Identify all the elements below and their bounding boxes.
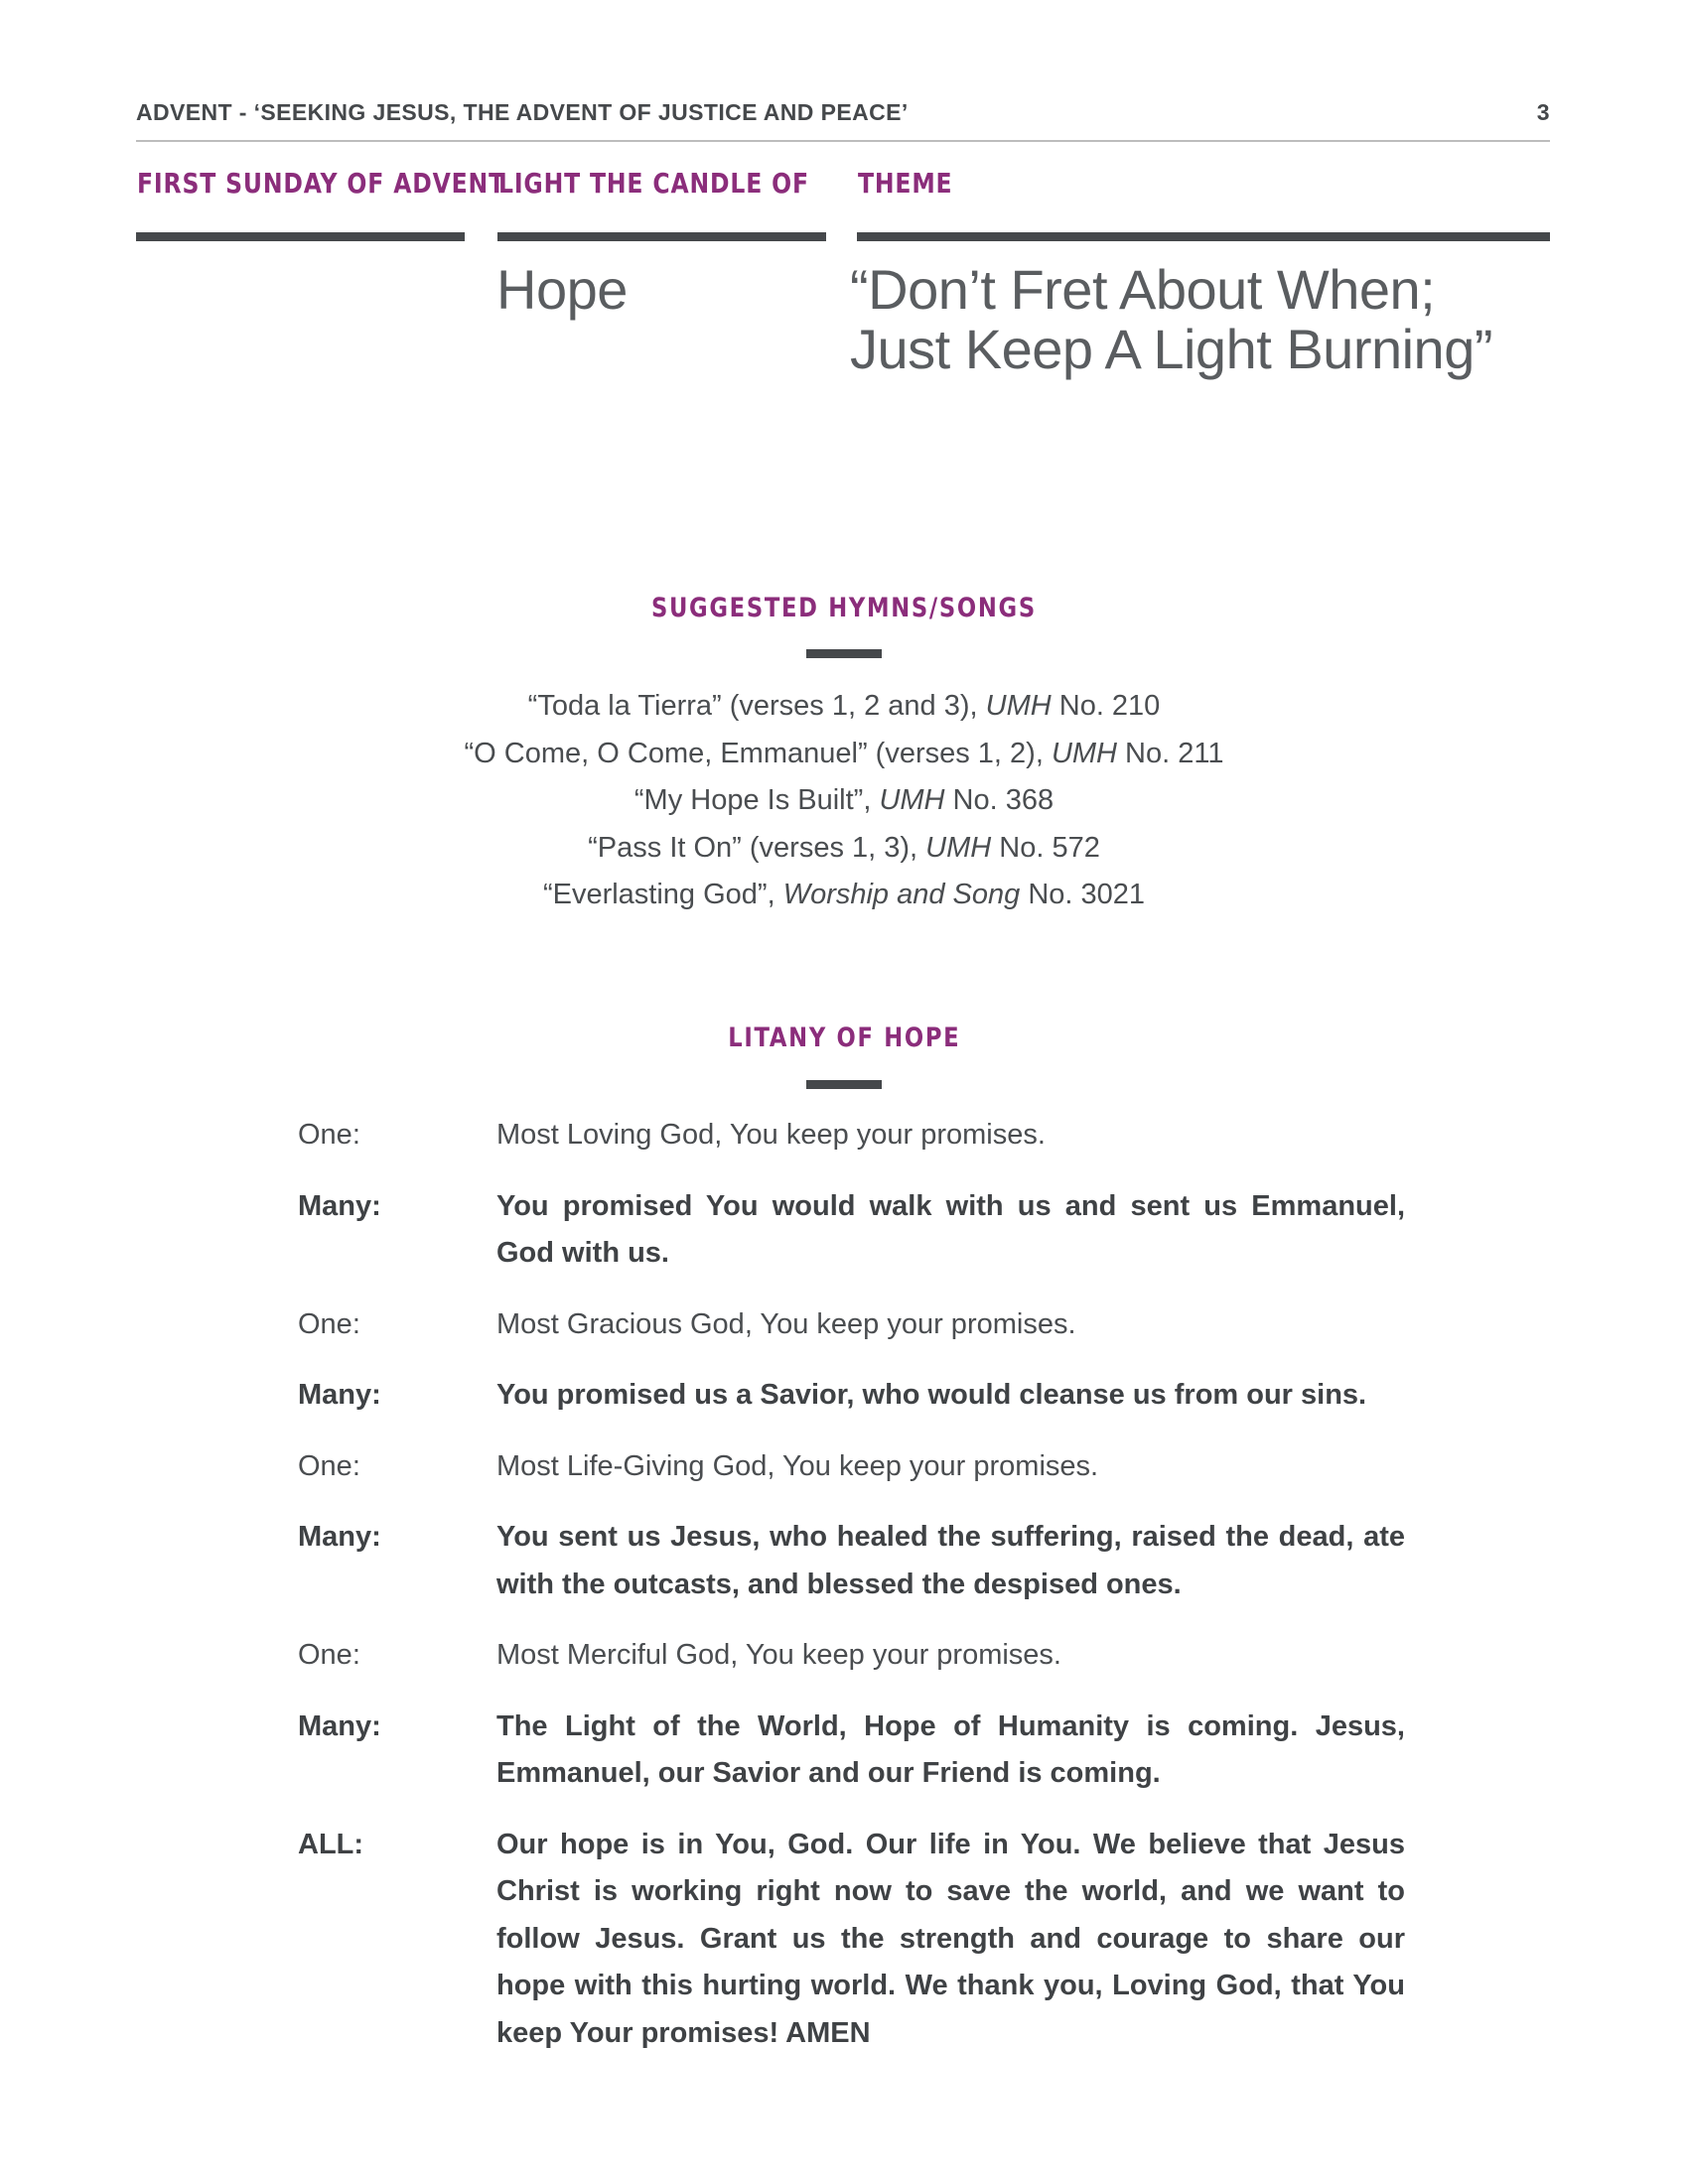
- theme-label: THEME: [858, 167, 953, 200]
- litany-line: [298, 1372, 1405, 1420]
- litany-text: You promised us a Savior, who would cleanse us from our sins.: [496, 1379, 1367, 1411]
- hymn-item: [0, 731, 1688, 778]
- litany-line: [298, 1704, 1405, 1798]
- hymn-number: No. 3021: [1020, 879, 1146, 910]
- litany-speaker: One:: [298, 1449, 360, 1482]
- hymn-item: [0, 872, 1688, 919]
- document-title: ADVENT - ‘SEEKING JESUS, THE ADVENT OF JUSTICE AND PEACE’: [136, 99, 909, 125]
- litany-text: You sent us Jesus, who healed the suffering, raised the dead, ate with the outcasts, and blessed the despised ones.: [496, 1521, 1405, 1600]
- hymn-source: Worship and Song: [782, 879, 1021, 910]
- litany-speaker: ALL:: [298, 1828, 364, 1860]
- litany-heading: [0, 1023, 1688, 1053]
- litany-line: [298, 1301, 1405, 1349]
- litany-speaker: One:: [298, 1639, 360, 1671]
- hymn-title: “My Hope Is Built”,: [633, 784, 880, 816]
- litany-line: [298, 1632, 1405, 1680]
- hymn-source: UMH: [985, 690, 1052, 722]
- litany-line: [298, 1183, 1405, 1278]
- litany-speaker: Many:: [298, 1709, 381, 1742]
- hymn-item: [0, 683, 1688, 731]
- hymn-title: “Toda la Tierra” (verses 1, 2 and 3),: [527, 690, 986, 722]
- litany-line: [298, 1514, 1405, 1608]
- litany-speaker: One:: [298, 1119, 360, 1151]
- hymns-rule: [806, 649, 882, 658]
- hymn-source: UMH: [879, 784, 945, 816]
- litany-speaker: Many:: [298, 1189, 381, 1222]
- hymn-item: [0, 825, 1688, 873]
- litany-line: [298, 1112, 1405, 1160]
- litany-text: Most Life-Giving God, You keep your promises.: [496, 1449, 1099, 1482]
- candle-label: LIGHT THE CANDLE OF: [498, 167, 809, 200]
- litany-speaker: Many:: [298, 1521, 381, 1553]
- candle-bar: [497, 232, 826, 241]
- hymn-number: No. 211: [1117, 737, 1224, 769]
- hymn-item: [0, 777, 1688, 825]
- litany-text: The Light of the World, Hope of Humanity is coming. Jesus, Emmanuel, our Savior and our Friend is coming.: [496, 1709, 1405, 1789]
- litany-text: Most Loving God, You keep your promises.: [496, 1119, 1046, 1151]
- candle-value: Hope: [496, 258, 628, 321]
- theme-bar: [857, 232, 1550, 241]
- litany-line: [298, 1443, 1405, 1491]
- hymn-number: No. 368: [944, 784, 1055, 816]
- litany-text: Most Gracious God, You keep your promises.: [496, 1307, 1076, 1340]
- hymn-number: No. 572: [991, 831, 1100, 864]
- litany-text: Our hope is in You, God. Our life in You. We believe that Jesus Christ is working right now to save the world, and we want to follow Jesus. Grant us the strength and courage to share our hope with this hurting world. We thank you, Loving God, that You keep Your promises! AMEN: [496, 1828, 1405, 2049]
- hymn-source: UMH: [1051, 737, 1117, 769]
- litany-text: You promised You would walk with us and sent us Emmanuel, God with us.: [496, 1189, 1405, 1269]
- litany-speaker: Many:: [298, 1379, 381, 1411]
- hymn-title: “Everlasting God”,: [542, 879, 783, 910]
- hymns-heading: [0, 593, 1688, 623]
- theme-line-2: Just Keep A Light Burning”: [850, 318, 1492, 380]
- litany-heading-text: LITANY OF HOPE: [727, 1023, 961, 1053]
- sunday-label: FIRST SUNDAY OF ADVENT: [137, 167, 505, 200]
- litany-line: [298, 1822, 1405, 2058]
- litany-text: Most Merciful God, You keep your promises.: [496, 1639, 1061, 1671]
- litany-rule: [806, 1080, 882, 1089]
- hymns-heading-text: SUGGESTED HYMNS/SONGS: [651, 593, 1037, 623]
- litany-speaker: One:: [298, 1307, 360, 1340]
- hymn-source: UMH: [925, 831, 992, 864]
- page-number: 3: [1536, 99, 1550, 125]
- hymn-list: [0, 683, 1688, 919]
- hymn-title: “O Come, O Come, Emmanuel” (verses 1, 2),: [464, 737, 1052, 769]
- hymn-number: No. 210: [1051, 690, 1161, 722]
- litany-body: [298, 1112, 1405, 2081]
- sunday-bar: [136, 232, 465, 241]
- theme-line-1: “Don’t Fret About When;: [850, 258, 1436, 321]
- theme-value: [850, 260, 1492, 379]
- running-header: [136, 99, 1550, 142]
- hymn-title: “Pass It On” (verses 1, 3),: [588, 831, 926, 864]
